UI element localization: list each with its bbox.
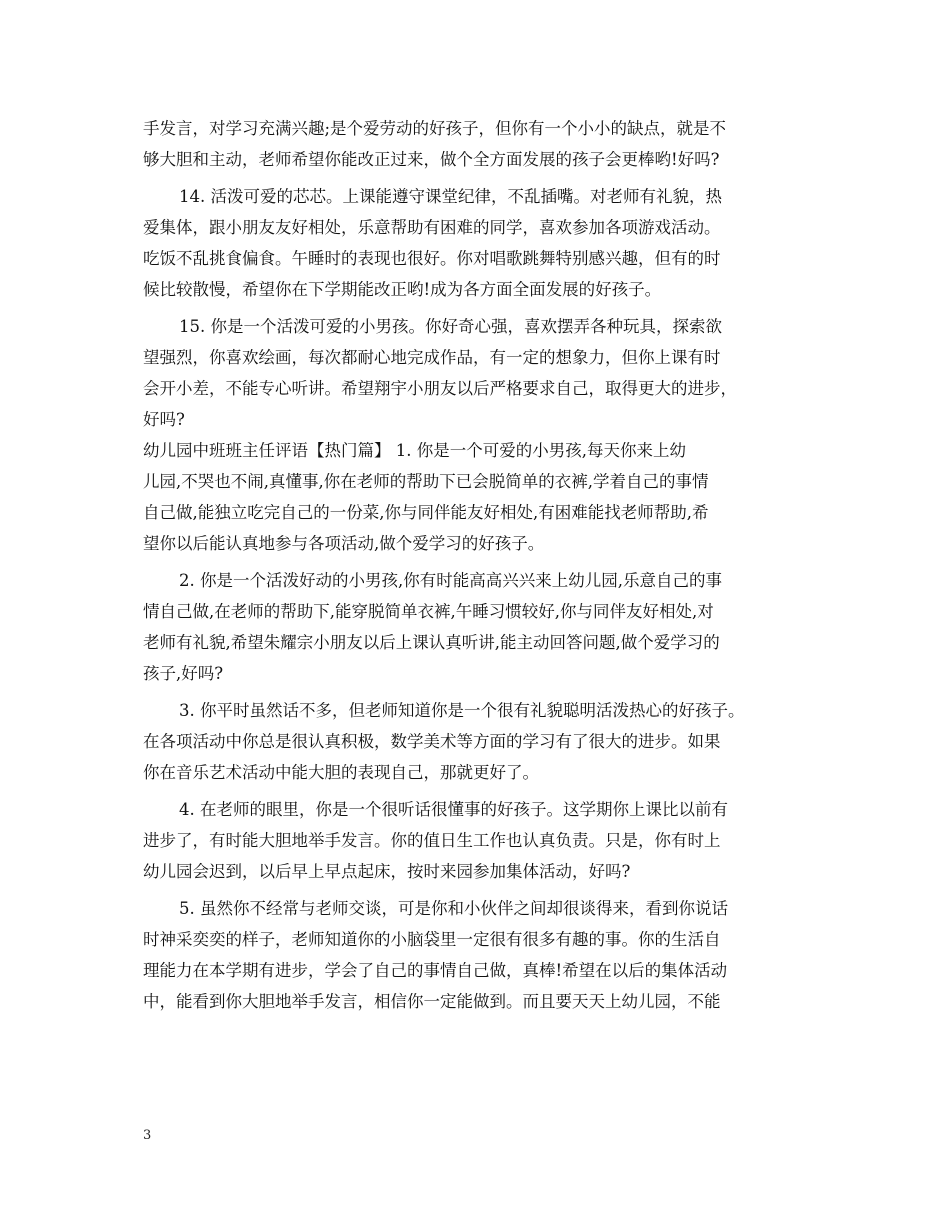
text-line: 在各项活动中你总是很认真积极，数学美术等方面的学习有了很大的进步。如果 bbox=[143, 732, 721, 751]
paragraph-4-line: 4. 在老师的眼里，你是一个很听话很懂事的好孩子。这学期你上课比以前有 bbox=[179, 800, 728, 819]
document-body bbox=[143, 113, 811, 1017]
text-line: 中，能看到你大胆地举手发言，相信你一定能做到。而且要天天上幼儿园，不能 bbox=[143, 992, 721, 1011]
text-line: 时神采奕奕的样子，老师知道你的小脑袋里一定很有很多有趣的事。你的生活自 bbox=[143, 930, 721, 949]
paragraph-3-line: 3. 你平时虽然话不多，但老师知道你是一个很有礼貌聪明活泼热心的好孩子。 bbox=[179, 701, 745, 720]
text-line: 自己做,能独立吃完自己的一份菜,你与同伴能友好相处,有困难能找老师帮助,希 bbox=[143, 503, 709, 522]
text-line: 吃饭不乱挑食偏食。午睡时的表现也很好。你对唱歌跳舞特别感兴趣，但有的时 bbox=[143, 249, 721, 268]
paragraph-14-line: 14. 活泼可爱的芯芯。上课能遵守课堂纪律，不乱插嘴。对老师有礼貌，热 bbox=[179, 187, 722, 206]
text-line: 会开小差，不能专心听讲。希望翔宇小朋友以后严格要求自己，取得更大的进步， bbox=[143, 379, 737, 398]
text-line: 够大胆和主动，老师希望你能改正过来，做个全方面发展的孩子会更棒哟!好吗? bbox=[143, 150, 720, 169]
text-line: 理能力在本学期有进步，学会了自己的事情自己做，真棒!希望在以后的集体活动 bbox=[143, 961, 728, 980]
text-line: 好吗? bbox=[143, 410, 185, 429]
paragraph-5-line: 5. 虽然你不经常与老师交谈，可是你和小伙伴之间却很谈得来，看到你说话 bbox=[179, 899, 728, 918]
text-line: 手发言，对学习充满兴趣;是个爱劳动的好孩子，但你有一个小小的缺点，就是不 bbox=[143, 119, 727, 138]
text-line: 候比较散慢，希望你在下学期能改正哟!成为各方面全面发展的好孩子。 bbox=[143, 280, 662, 299]
text-line: 你在音乐艺术活动中能大胆的表现自己，那就更好了。 bbox=[143, 763, 539, 782]
section-heading-line: 幼儿园中班班主任评语【热门篇】 1. 你是一个可爱的小男孩,每天你来上幼 bbox=[143, 441, 686, 460]
text-line: 爱集体，跟小朋友友好相处，乐意帮助有困难的同学，喜欢参加各项游戏活动。 bbox=[143, 218, 721, 237]
text-line: 孩子,好吗? bbox=[143, 664, 224, 683]
text-line: 望你以后能认真地参与各项活动,做个爱学习的好孩子。 bbox=[143, 534, 545, 553]
paragraph-2-line: 2. 你是一个活泼好动的小男孩,你有时能高高兴兴来上幼儿园,乐意自己的事 bbox=[179, 571, 722, 590]
text-line: 老师有礼貌,希望朱耀宗小朋友以后上课认真听讲,能主动回答问题,做个爱学习的 bbox=[143, 633, 720, 652]
page-number: 3 bbox=[143, 1128, 152, 1143]
text-line: 望强烈，你喜欢绘画，每次都耐心地完成作品，有一定的想象力，但你上课有时 bbox=[143, 348, 721, 367]
text-line: 幼儿园会迟到，以后早上早点起床，按时来园参加集体活动，好吗? bbox=[143, 862, 631, 881]
text-line: 情自己做,在老师的帮助下,能穿脱简单衣裤,午睡习惯较好,你与同伴友好相处,对 bbox=[143, 602, 714, 621]
text-line: 进步了，有时能大胆地举手发言。你的值日生工作也认真负责。只是，你有时上 bbox=[143, 831, 721, 850]
text-line: 儿园,不哭也不闹,真懂事,你在老师的帮助下已会脱简单的衣裤,学着自己的事情 bbox=[143, 472, 709, 491]
paragraph-15-line: 15. 你是一个活泼可爱的小男孩。你好奇心强，喜欢摆弄各种玩具，探索欲 bbox=[179, 317, 722, 336]
